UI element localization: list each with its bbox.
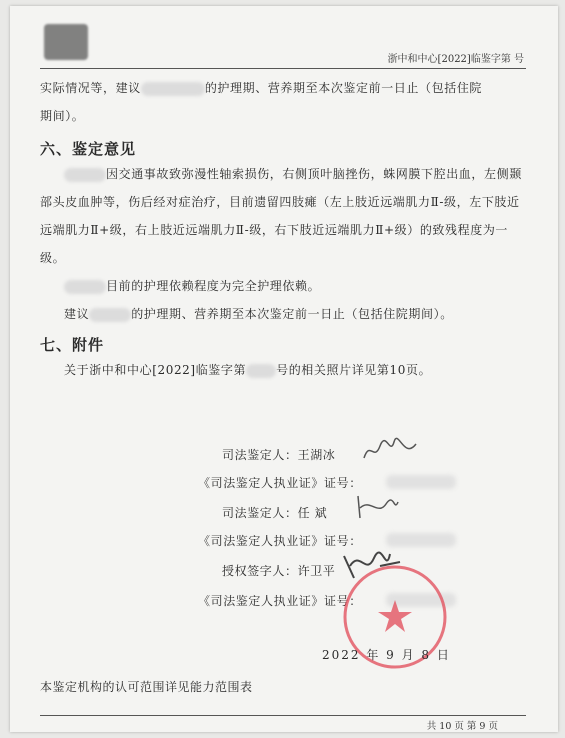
cert-2-row xyxy=(198,532,362,549)
redacted-cert-number xyxy=(386,533,456,547)
appraiser-1-row xyxy=(222,446,335,463)
redacted-name xyxy=(89,308,131,322)
authorized-name: 许卫平 xyxy=(297,564,336,578)
authorized-signer-row xyxy=(222,562,335,579)
report-date: 2022 年 9 月 8 日 xyxy=(322,648,451,662)
section-6-para-1 xyxy=(40,160,528,272)
continued-text-b: 的护理期、营养期至本次鉴定前一日止（包括住院 xyxy=(204,81,483,95)
footer-rule xyxy=(40,715,526,716)
appraiser-1-name: 王湖冰 xyxy=(297,448,336,462)
section-6-para-3 xyxy=(40,300,528,328)
section-7-title: 七、附件 xyxy=(40,336,105,354)
redacted-name xyxy=(64,168,106,182)
section-6-para-2 xyxy=(40,272,528,300)
section-6-para-3-a: 建议 xyxy=(64,307,90,321)
signature-2-scribble xyxy=(352,490,402,524)
cert-3-label: 《司法鉴定人执业证》证号： xyxy=(198,594,362,608)
redacted-name xyxy=(141,82,205,96)
section-6-para-3-b: 的护理期、营养期至本次鉴定前一日止（包括住院期间）。 xyxy=(131,307,453,321)
footer-page-info: 共 10 页 第 9 页 xyxy=(426,721,498,732)
continued-paragraph xyxy=(40,74,528,130)
header-reference: 浙中和中心[2022]临鉴字第 号 xyxy=(387,54,524,65)
redacted-number xyxy=(246,364,276,378)
section-6-title: 六、鉴定意见 xyxy=(40,140,137,158)
scope-note: 本鉴定机构的认可范围详见能力范围表 xyxy=(40,680,253,694)
appraiser-2-label: 司法鉴定人： xyxy=(222,506,298,520)
section-6-para-1-text: 因交通事故致弥漫性轴索损伤，右侧顶叶脑挫伤，蛛网膜下腔出血，左侧颞部头皮血肿等，伤后经对症治疗，目前遗留四肢瘫（左上肢近远端肌力Ⅱ-级，左下肢近远端肌力Ⅱ+级，右上肢近远端肌力Ⅱ-级，右下肢近远端肌力Ⅱ+级）的致残程度为一级。 xyxy=(40,167,522,265)
redacted-name xyxy=(64,280,106,294)
appraiser-2-name: 任 斌 xyxy=(297,506,328,520)
section-7-para-b: 号的相关照片详见第10页。 xyxy=(276,363,432,377)
appraiser-1-label: 司法鉴定人： xyxy=(222,448,298,462)
document-page xyxy=(10,6,558,732)
continued-text-a: 实际情况等，建议 xyxy=(40,81,141,95)
continued-text-c: 期间）。 xyxy=(40,109,85,123)
cert-2-label: 《司法鉴定人执业证》证号： xyxy=(198,534,362,548)
authorized-label: 授权签字人： xyxy=(222,564,298,578)
cert-1-label: 《司法鉴定人执业证》证号： xyxy=(198,476,362,490)
header-rule xyxy=(40,68,526,69)
signature-1-scribble xyxy=(360,432,420,466)
section-7-para xyxy=(40,356,528,384)
logo-image xyxy=(44,24,88,60)
section-7-para-a: 关于浙中和中心[2022]临鉴字第 xyxy=(64,363,247,377)
redacted-cert-number xyxy=(386,475,456,489)
cert-3-row xyxy=(198,592,362,609)
appraiser-2-row xyxy=(222,504,327,521)
section-6-para-2-text: 目前的护理依赖程度为完全护理依赖。 xyxy=(106,279,321,293)
cert-1-row xyxy=(198,474,362,491)
